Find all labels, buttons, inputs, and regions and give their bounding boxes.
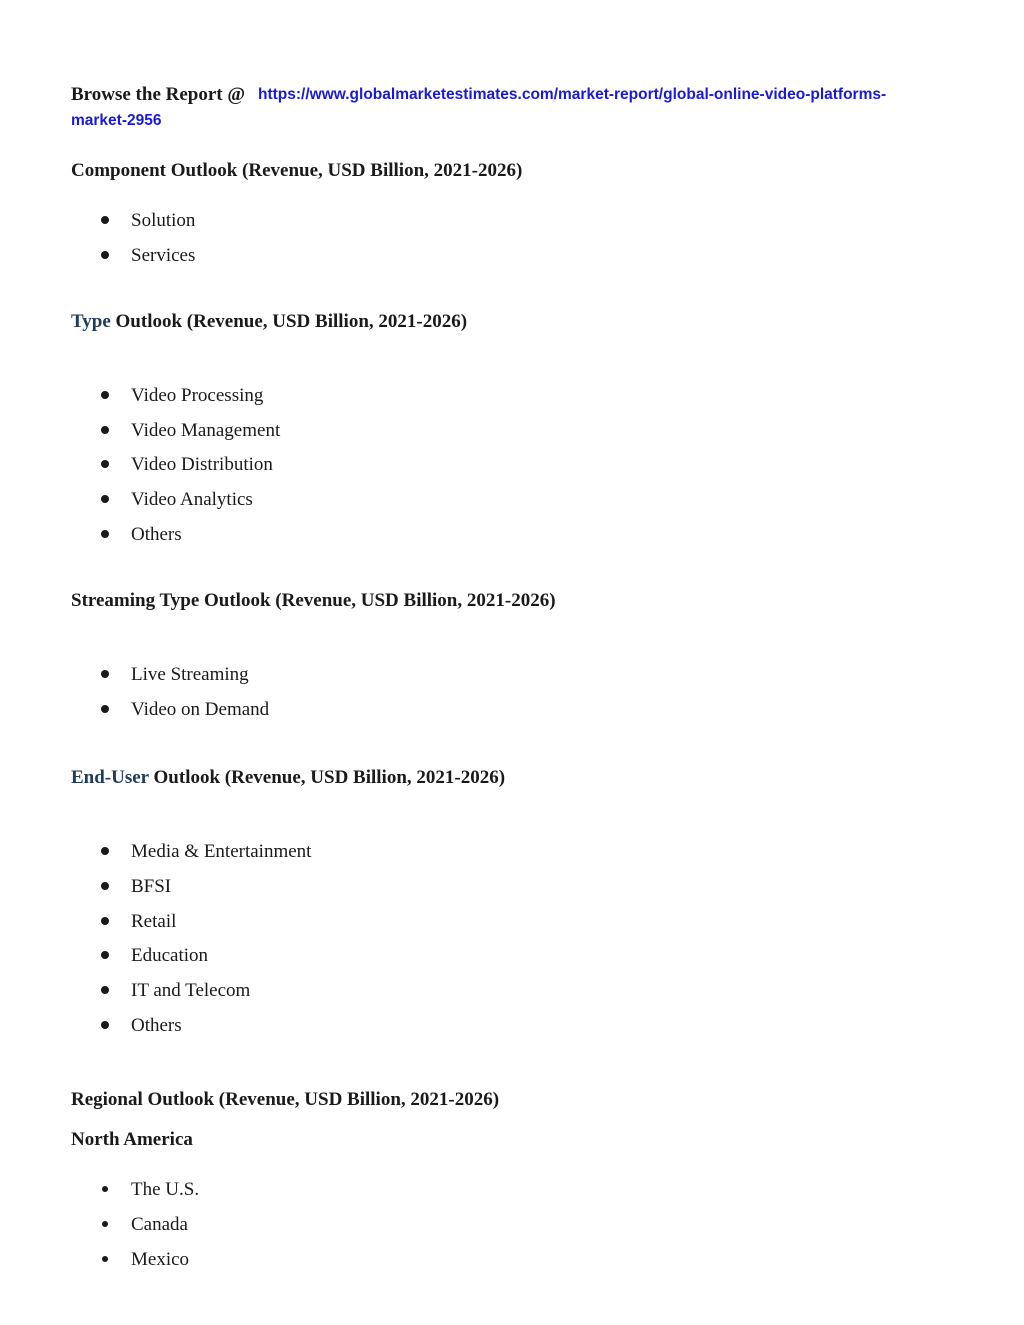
- list-item: [101, 1213, 188, 1237]
- streaming-type-outlook-heading-rest: (Revenue, USD Billion, 2021-2026): [270, 590, 556, 611]
- list-item: [101, 488, 253, 512]
- list-item: [101, 384, 263, 408]
- regional-outlook-heading: [71, 1088, 499, 1112]
- bullet-icon: [101, 216, 109, 224]
- bullet-icon: [101, 460, 109, 468]
- type-outlook-heading-rest: Outlook (Revenue, USD Billion, 2021-2026): [110, 311, 468, 332]
- type-outlook-heading: [71, 310, 467, 334]
- bullet-icon: [101, 670, 109, 678]
- list-item: [101, 910, 176, 934]
- bullet-icon: [101, 1021, 109, 1029]
- bullet-icon: [101, 986, 109, 994]
- north-america-heading-text: North America: [71, 1129, 193, 1150]
- list-item: [101, 453, 273, 477]
- bullet-icon: [101, 705, 109, 713]
- bullet-icon: [101, 530, 109, 538]
- bullet-icon: [102, 1256, 108, 1262]
- north-america-heading: [71, 1128, 193, 1152]
- regional-outlook-heading-text: Regional Outlook (Revenue, USD Billion, 2021-2026): [71, 1089, 500, 1110]
- list-item-label: Solution: [131, 210, 196, 231]
- report-link-continued[interactable]: market-2956: [71, 112, 162, 129]
- report-link[interactable]: https://www.globalmarketestimates.com/market-report/global-online-video-platforms-: [258, 86, 887, 103]
- end-user-outlook-heading-rest: Outlook (Revenue, USD Billion, 2021-2026): [148, 767, 506, 788]
- list-item: [101, 1014, 182, 1038]
- list-item: [101, 663, 249, 687]
- list-item-label: Mexico: [131, 1249, 190, 1270]
- list-item: [101, 875, 171, 899]
- component-outlook-heading-accent: Component: [71, 160, 167, 181]
- list-item-label: Video Management: [131, 420, 281, 441]
- list-item-label: Live Streaming: [131, 664, 249, 685]
- bullet-icon: [101, 495, 109, 503]
- list-item-label: Services: [131, 245, 196, 266]
- component-outlook-heading: [71, 159, 522, 183]
- list-item-label: The U.S.: [131, 1179, 200, 1200]
- bullet-icon: [101, 951, 109, 959]
- bullet-icon: [101, 391, 109, 399]
- list-item-label: Media & Entertainment: [131, 841, 312, 862]
- list-item-label: IT and Telecom: [131, 980, 251, 1001]
- bullet-icon: [101, 251, 109, 259]
- browse-label-text: Browse the Report @: [71, 84, 246, 105]
- list-item-label: Retail: [131, 911, 177, 932]
- list-item: [101, 419, 280, 443]
- list-item: [101, 209, 195, 233]
- list-item-label: BFSI: [131, 876, 172, 897]
- end-user-outlook-heading: [71, 766, 505, 790]
- list-item-label: Canada: [131, 1214, 188, 1235]
- list-item: [101, 1178, 199, 1202]
- list-item-label: Video Processing: [131, 385, 264, 406]
- list-item: [101, 944, 208, 968]
- bullet-icon: [102, 1221, 108, 1227]
- list-item-label: Others: [131, 1015, 182, 1036]
- list-item: [101, 698, 269, 722]
- bullet-icon: [101, 426, 109, 434]
- type-outlook-heading-accent: Type: [71, 311, 111, 332]
- list-item: [101, 1248, 189, 1272]
- bullet-icon: [101, 882, 109, 890]
- end-user-outlook-heading-accent: End-User: [71, 767, 149, 788]
- list-item-label: Video Distribution: [131, 454, 273, 475]
- list-item: [101, 523, 182, 547]
- list-item-label: Education: [131, 945, 209, 966]
- browse-label: [71, 83, 245, 107]
- list-item-label: Video on Demand: [131, 699, 270, 720]
- bullet-icon: [102, 1186, 108, 1192]
- list-item: [101, 979, 250, 1003]
- list-item: [101, 244, 195, 268]
- streaming-type-outlook-heading: [71, 589, 556, 613]
- list-item-label: Video Analytics: [131, 489, 253, 510]
- list-item-label: Others: [131, 524, 182, 545]
- bullet-icon: [101, 847, 109, 855]
- streaming-type-outlook-heading-accent: Streaming Type Outlook: [71, 590, 271, 611]
- bullet-icon: [101, 917, 109, 925]
- list-item: [101, 840, 311, 864]
- component-outlook-heading-rest: Outlook (Revenue, USD Billion, 2021-2026): [166, 160, 523, 181]
